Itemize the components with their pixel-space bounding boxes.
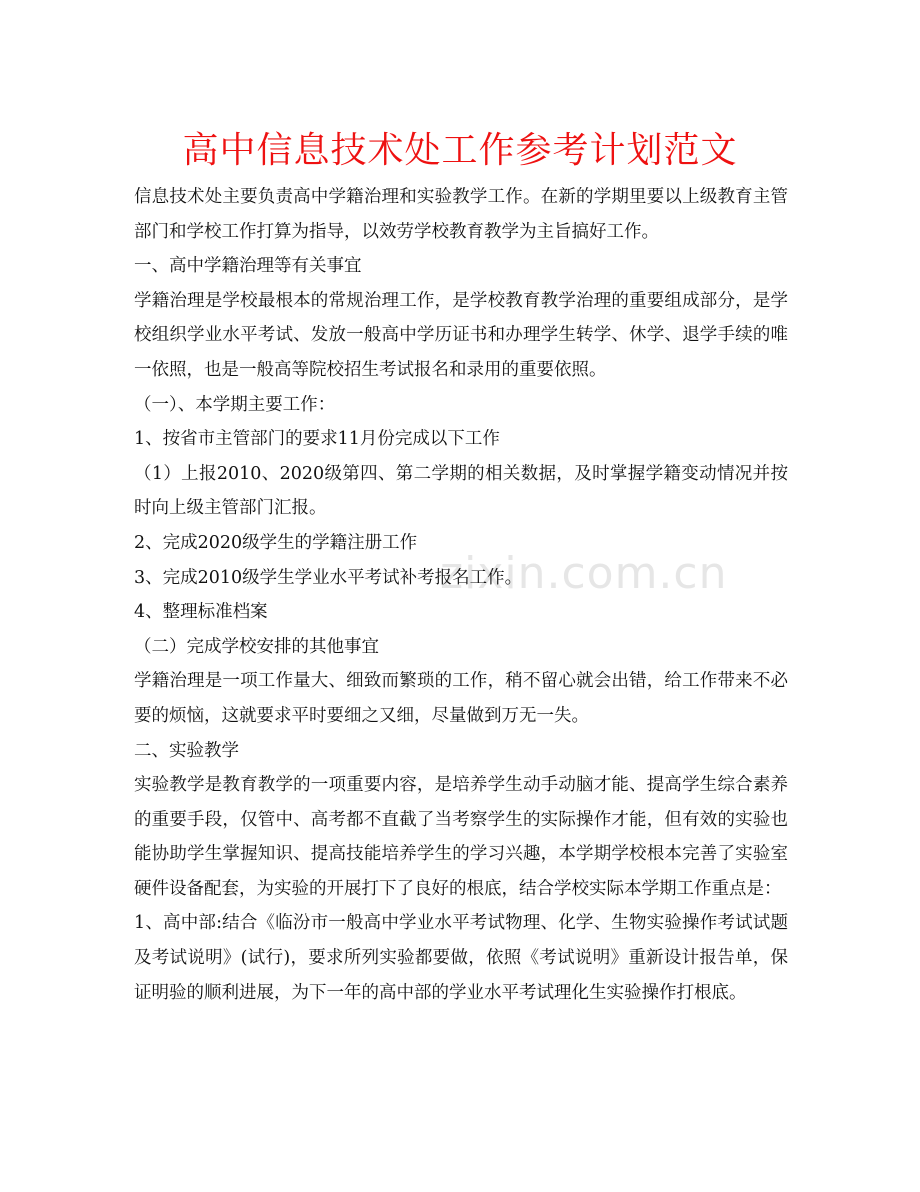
subsection-heading: （二）完成学校安排的其他事宜 — [134, 636, 379, 657]
paragraph: 学籍治理是一项工作量大、细致而繁琐的工作，稍不留心就会出错，给工作带来不必要的烦恼，这就要求平时要细之又细，尽量做到万无一失。 — [134, 671, 788, 726]
document-body — [134, 180, 788, 1010]
document-title: 高中信息技术处工作参考计划范文 — [182, 130, 738, 171]
paragraph: 学籍治理是学校最根本的常规治理工作，是学校教育教学治理的重要组成部分，是学校组织学业水平考试、发放一般高中学历证书和办理学生转学、休学、退学手续的唯一依照，也是一般高等院校招生考试报名和录用的重要依照。 — [134, 290, 788, 380]
list-item: 3、完成2010级学生学业水平考试补考报名工作。 — [134, 567, 523, 588]
list-item: 1、高中部:结合《临汾市一般高中学业水平考试物理、化学、生物实验操作考试试题及考试说明》(试行)，要求所列实验都要做，依照《考试说明》重新设计报告单，保证明验的顺利进展，为下一年的高中部的学业水平考试理化生实验操作打根底。 — [134, 913, 788, 1003]
list-item: 2、完成2020级学生的学籍注册工作 — [134, 532, 418, 553]
list-item: （1）上报2010、2020级第四、第二学期的相关数据，及时掌握学籍变动情况并按时向上级主管部门汇报。 — [134, 463, 788, 519]
subsection-heading: （一）、本学期主要工作： — [134, 394, 336, 415]
section-heading-2: 二、实验教学 — [134, 740, 239, 761]
list-item: 1、按省市主管部门的要求11月份完成以下工作 — [134, 429, 500, 450]
watermark: zixin.com.cn — [440, 548, 728, 599]
paragraph: 实验教学是教育教学的一项重要内容，是培养学生动手动脑才能、提高学生综合素养的重要手段，仅管中、高考都不直截了当考察学生的实际操作才能，但有效的实验也能协助学生掌握知识、提高技能培养学生的学习兴趣，本学期学校根本完善了实验室硬件设备配套，为实验的开展打下了良好的根底，结合学校实际本学期工作重点是： — [134, 775, 788, 899]
paragraph-intro: 信息技术处主要负责高中学籍治理和实验教学工作。在新的学期里要以上级教育主管部门和学校工作打算为指导，以效劳学校教育教学为主旨搞好工作。 — [134, 187, 788, 242]
section-heading-1: 一、高中学籍治理等有关事宜 — [134, 256, 362, 277]
list-item: 4、整理标准档案 — [134, 602, 268, 623]
